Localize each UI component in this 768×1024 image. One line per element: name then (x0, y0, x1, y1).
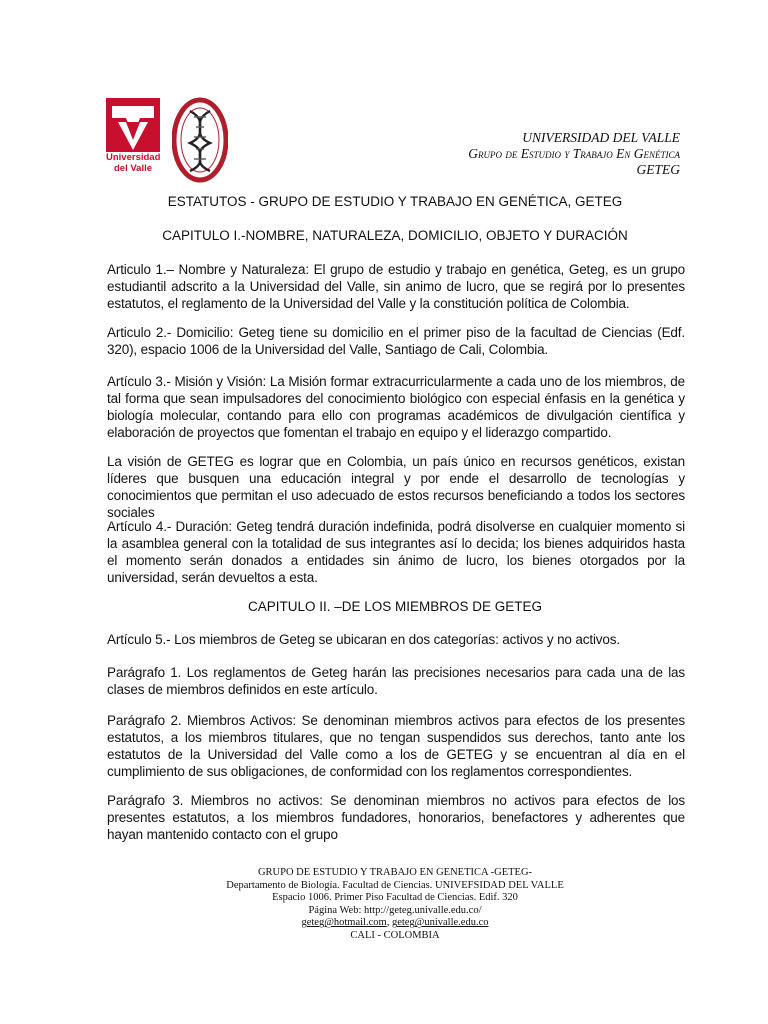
university-logo-line-1: Universidad (106, 152, 161, 163)
email-separator: , (386, 917, 392, 929)
footer-emails (104, 917, 686, 930)
footer-address: Espacio 1006. Primer Piso Facultad de Ciencias. Edif. 320 (272, 892, 518, 904)
vision-paragraph: La visión de GETEG es lograr que en Colombia, un país único en recursos genéticos, existan líderes que busquen una educación integral y por ende el desarrollo de tecnologías y conocimientos que permitan el uso adecuado de estos recursos beneficiando a todos los sectores sociales (107, 454, 685, 520)
paragraph-2: Parágrafo 2. Miembros Activos: Se denominan miembros activos para efectos de los presentes estatutos, a los miembros titulares, que no tengan suspendidos sus derechos, tanto ante los estatutos de la Universidad del Valle como a los de GETEG y se encuentran al día en el cumplimiento de sus obligaciones, de conformidad con los reglamentos correspondientes. (107, 713, 685, 779)
email-link-hotmail[interactable]: geteg@hotmail.com (301, 917, 387, 929)
header-group-name: Grupo de Estudio y Trabajo En Genética (468, 146, 680, 161)
paragraph-1: Parágrafo 1. Los reglamentos de Geteg harán las precisiones necesarios para cada una de las clases de miembros definidos en este artículo. (107, 665, 685, 697)
document-header (468, 130, 680, 178)
university-logo-line-2: del Valle (113, 163, 153, 174)
footer-city: CALI - COLOMBIA (350, 929, 440, 941)
university-logo (106, 98, 160, 176)
document-title: ESTATUTOS - GRUPO DE ESTUDIO Y TRABAJO EN GENÉTICA, GETEG (167, 194, 623, 209)
document-footer (104, 867, 686, 943)
header-acronym: GETEG (636, 162, 680, 177)
footer-department: Departamento de Biología. Facultad de Ciencias. UNIVEFSIDAD DEL VALLE (226, 879, 564, 891)
university-shield-icon (106, 98, 160, 152)
header-university: UNIVERSIDAD DEL VALLE (522, 130, 680, 145)
chapter-2-heading: CAPITULO II. –DE LOS MIEMBROS DE GETEG (247, 599, 543, 614)
footer-website[interactable]: Página Web: http://geteg.univalle.edu.co/ (308, 904, 482, 916)
paragraph-3: Parágrafo 3. Miembros no activos: Se denominan miembros no activos para efectos de los presentes estatutos, a los miembros fundadores, honorarios, benefactores y adherentes que hayan mantenido contacto con el grupo (107, 793, 685, 842)
article-4: Artículo 4.- Duración: Geteg tendrá duración indefinida, podrá disolverse en cualquier momento si la asamblea general con la totalidad de sus integrantes así lo decida; los bienes adquiridos hasta el momento serán donados a entidades sin ánimo de lucro, los bienes otorgados por la universidad, serán devueltos a esta. (107, 519, 685, 585)
article-5: Artículo 5.- Los miembros de Geteg se ubicaran en dos categorías: activos y no activos. (107, 632, 620, 647)
email-link-univalle[interactable]: geteg@univalle.edu.co (391, 917, 489, 929)
geteg-seal-icon (172, 97, 228, 183)
footer-group-name: GRUPO DE ESTUDIO Y TRABAJO EN GENETICA -GETEG- (257, 867, 533, 878)
article-2: Articulo 2.- Domicilio: Geteg tiene su domicilio en el primer piso de la facultad de Ciencias (Edf. 320), espacio 1006 de la Universidad del Valle, Santiago de Cali, Colombia. (107, 325, 685, 357)
chapter-1-heading: CAPITULO I.-NOMBRE, NATURALEZA, DOMICILIO, OBJETO Y DURACIÓN (162, 228, 628, 243)
article-1: Articulo 1.– Nombre y Naturaleza: El grupo de estudio y trabajo en genética, Geteg, es un grupo estudiantil adscrito a la Universidad del Valle, sin animo de lucro, que se regirá por lo presentes estatutos, el reglamento de la Universidad del Valle y la constitución política de Colombia. (107, 262, 685, 311)
article-3: Artículo 3.- Misión y Visión: La Misión formar extracurricularmente a cada uno de los miembros, de tal forma que sean impulsadores del conocimiento biológico con especial énfasis en la genética y biología molecular, contando para ello con programas académicos de divulgación científica y elaboración de proyectos que fomentan el trabajo en equipo y el liderazgo compartido. (107, 374, 685, 440)
